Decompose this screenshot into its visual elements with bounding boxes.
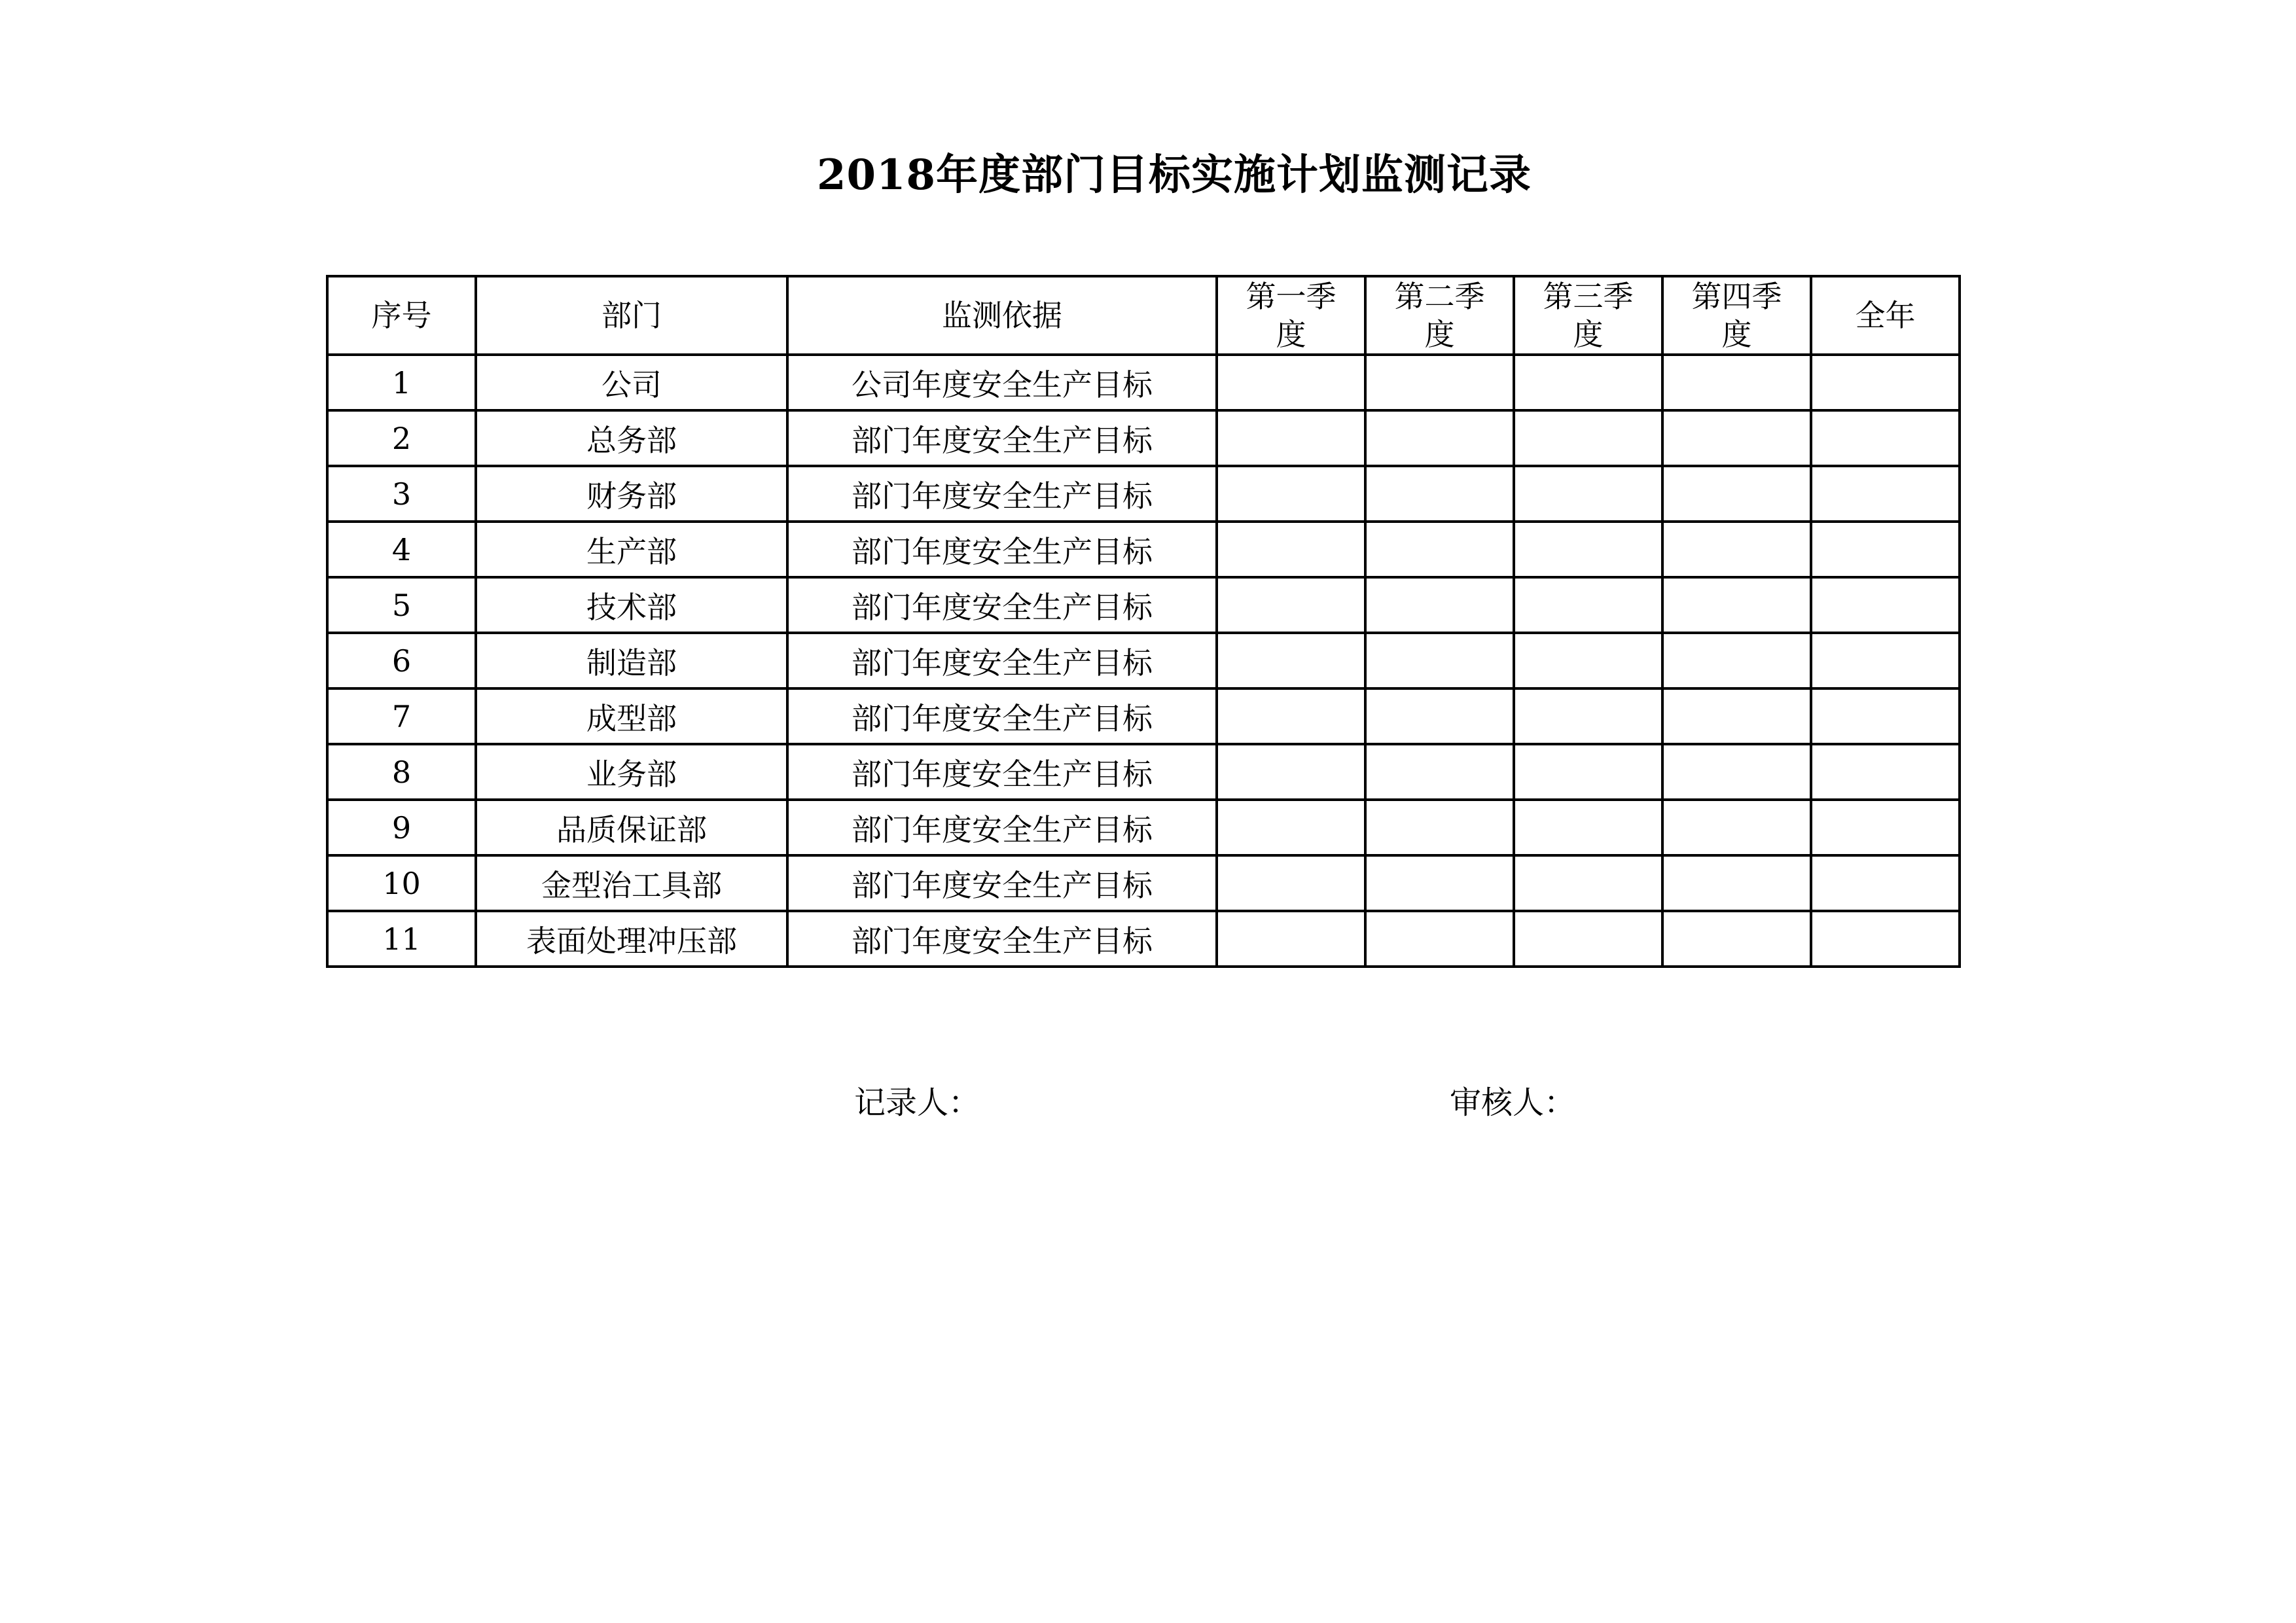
cell-q1 bbox=[1217, 410, 1365, 466]
cell-basis: 部门年度安全生产目标 bbox=[787, 800, 1217, 855]
cell-q3 bbox=[1514, 855, 1662, 911]
cell-department: 制造部 bbox=[476, 633, 787, 688]
header-q3 bbox=[1514, 276, 1662, 355]
cell-q4 bbox=[1662, 466, 1811, 522]
cell-q3 bbox=[1514, 688, 1662, 744]
table-row bbox=[327, 466, 1960, 522]
cell-seq: 1 bbox=[327, 355, 476, 410]
cell-seq: 8 bbox=[327, 744, 476, 800]
cell-q4 bbox=[1662, 800, 1811, 855]
cell-q1 bbox=[1217, 633, 1365, 688]
cell-q3 bbox=[1514, 355, 1662, 410]
header-q2 bbox=[1365, 276, 1514, 355]
cell-year bbox=[1811, 688, 1960, 744]
cell-q3 bbox=[1514, 410, 1662, 466]
cell-department: 表面处理冲压部 bbox=[476, 911, 787, 967]
header-q4-line1: 第四季 bbox=[1691, 279, 1782, 314]
cell-seq: 11 bbox=[327, 911, 476, 967]
cell-q1 bbox=[1217, 855, 1365, 911]
cell-q4 bbox=[1662, 688, 1811, 744]
header-q2-line2: 度 bbox=[1424, 317, 1455, 352]
cell-seq: 4 bbox=[327, 522, 476, 577]
cell-q2 bbox=[1365, 410, 1514, 466]
cell-q2 bbox=[1365, 355, 1514, 410]
cell-q1 bbox=[1217, 577, 1365, 633]
cell-basis: 部门年度安全生产目标 bbox=[787, 911, 1217, 967]
cell-seq: 3 bbox=[327, 466, 476, 522]
table-row bbox=[327, 800, 1960, 855]
cell-year bbox=[1811, 522, 1960, 577]
cell-q2 bbox=[1365, 466, 1514, 522]
cell-q3 bbox=[1514, 633, 1662, 688]
cell-q2 bbox=[1365, 633, 1514, 688]
cell-q4 bbox=[1662, 522, 1811, 577]
header-q1-line1: 第一季 bbox=[1246, 279, 1336, 314]
cell-basis: 部门年度安全生产目标 bbox=[787, 577, 1217, 633]
reviewer-label: 审核人： bbox=[1450, 1084, 1576, 1121]
cell-q1 bbox=[1217, 688, 1365, 744]
cell-q4 bbox=[1662, 911, 1811, 967]
monitoring-record-table bbox=[326, 275, 1961, 968]
header-q4-line2: 度 bbox=[1721, 317, 1752, 352]
cell-basis: 部门年度安全生产目标 bbox=[787, 522, 1217, 577]
header-q1 bbox=[1217, 276, 1365, 355]
cell-seq: 2 bbox=[327, 410, 476, 466]
cell-q4 bbox=[1662, 577, 1811, 633]
cell-q3 bbox=[1514, 744, 1662, 800]
recorder-label: 记录人： bbox=[854, 1084, 980, 1121]
cell-q2 bbox=[1365, 577, 1514, 633]
table-row bbox=[327, 744, 1960, 800]
cell-year bbox=[1811, 800, 1960, 855]
cell-q1 bbox=[1217, 800, 1365, 855]
cell-q3 bbox=[1514, 466, 1662, 522]
cell-q2 bbox=[1365, 744, 1514, 800]
table-row bbox=[327, 522, 1960, 577]
cell-q2 bbox=[1365, 800, 1514, 855]
cell-year bbox=[1811, 355, 1960, 410]
cell-q3 bbox=[1514, 522, 1662, 577]
cell-q2 bbox=[1365, 522, 1514, 577]
page-title: 2018年度部门目标实施计划监测记录 bbox=[816, 151, 1532, 200]
cell-basis: 部门年度安全生产目标 bbox=[787, 633, 1217, 688]
cell-basis: 部门年度安全生产目标 bbox=[787, 466, 1217, 522]
cell-q2 bbox=[1365, 911, 1514, 967]
header-seq: 序号 bbox=[327, 276, 476, 355]
cell-q4 bbox=[1662, 744, 1811, 800]
header-department: 部门 bbox=[476, 276, 787, 355]
cell-basis: 部门年度安全生产目标 bbox=[787, 855, 1217, 911]
cell-q4 bbox=[1662, 633, 1811, 688]
cell-q4 bbox=[1662, 855, 1811, 911]
cell-q1 bbox=[1217, 911, 1365, 967]
cell-q3 bbox=[1514, 800, 1662, 855]
header-q1-line2: 度 bbox=[1276, 317, 1306, 352]
cell-q1 bbox=[1217, 355, 1365, 410]
cell-basis: 部门年度安全生产目标 bbox=[787, 410, 1217, 466]
cell-q1 bbox=[1217, 466, 1365, 522]
table-row bbox=[327, 633, 1960, 688]
cell-year bbox=[1811, 633, 1960, 688]
cell-year bbox=[1811, 410, 1960, 466]
table-row bbox=[327, 911, 1960, 967]
cell-department: 技术部 bbox=[476, 577, 787, 633]
cell-year bbox=[1811, 855, 1960, 911]
table-row bbox=[327, 855, 1960, 911]
cell-department: 公司 bbox=[476, 355, 787, 410]
cell-department: 品质保证部 bbox=[476, 800, 787, 855]
table-header-row bbox=[327, 276, 1960, 355]
cell-q1 bbox=[1217, 744, 1365, 800]
cell-year bbox=[1811, 466, 1960, 522]
cell-year bbox=[1811, 911, 1960, 967]
table-row bbox=[327, 577, 1960, 633]
cell-q3 bbox=[1514, 577, 1662, 633]
cell-q2 bbox=[1365, 688, 1514, 744]
header-q2-line1: 第二季 bbox=[1394, 279, 1485, 314]
cell-department: 财务部 bbox=[476, 466, 787, 522]
table-row bbox=[327, 688, 1960, 744]
cell-basis: 部门年度安全生产目标 bbox=[787, 744, 1217, 800]
cell-q4 bbox=[1662, 410, 1811, 466]
cell-seq: 9 bbox=[327, 800, 476, 855]
cell-department: 金型治工具部 bbox=[476, 855, 787, 911]
cell-seq: 6 bbox=[327, 633, 476, 688]
cell-q3 bbox=[1514, 911, 1662, 967]
cell-department: 成型部 bbox=[476, 688, 787, 744]
header-q4 bbox=[1662, 276, 1811, 355]
table-row bbox=[327, 355, 1960, 410]
cell-q1 bbox=[1217, 522, 1365, 577]
table-row bbox=[327, 410, 1960, 466]
cell-q4 bbox=[1662, 355, 1811, 410]
cell-basis: 部门年度安全生产目标 bbox=[787, 688, 1217, 744]
cell-department: 业务部 bbox=[476, 744, 787, 800]
header-year: 全年 bbox=[1811, 276, 1960, 355]
header-q3-line2: 度 bbox=[1573, 317, 1604, 352]
cell-basis: 公司年度安全生产目标 bbox=[787, 355, 1217, 410]
header-basis: 监测依据 bbox=[787, 276, 1217, 355]
cell-q2 bbox=[1365, 855, 1514, 911]
cell-year bbox=[1811, 744, 1960, 800]
cell-year bbox=[1811, 577, 1960, 633]
cell-seq: 10 bbox=[327, 855, 476, 911]
cell-department: 生产部 bbox=[476, 522, 787, 577]
cell-seq: 5 bbox=[327, 577, 476, 633]
cell-department: 总务部 bbox=[476, 410, 787, 466]
cell-seq: 7 bbox=[327, 688, 476, 744]
header-q3-line1: 第三季 bbox=[1543, 279, 1634, 314]
